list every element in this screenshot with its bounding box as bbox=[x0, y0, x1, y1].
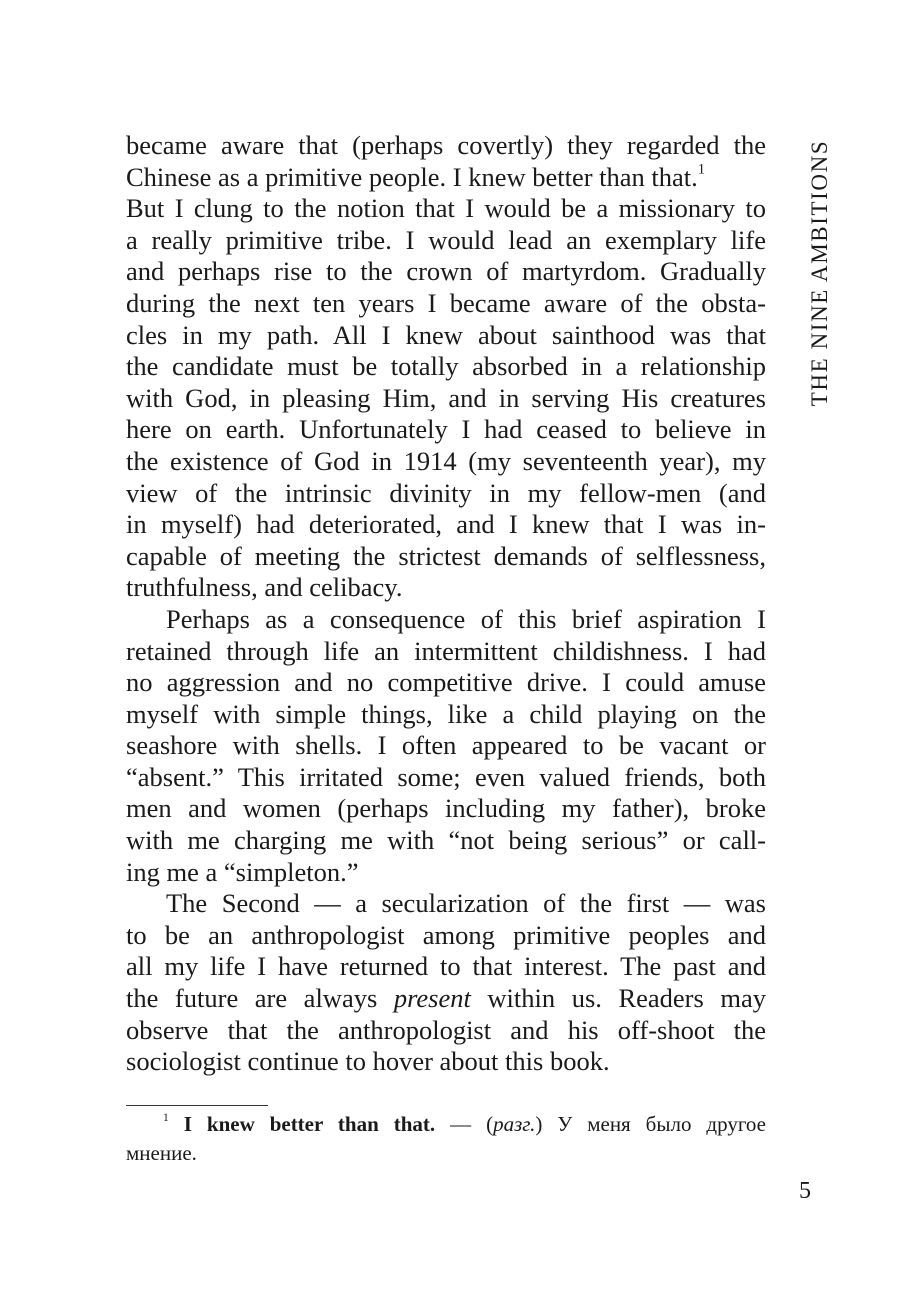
text-segment: within us. Readers may bbox=[487, 983, 766, 1014]
text-line: all my life I have returned to that interest. The past and bbox=[126, 951, 766, 982]
footnote-term: I knew better than that. bbox=[183, 1112, 436, 1136]
text-line: the existence of God in 1914 (my seventeenth year), my bbox=[126, 445, 766, 476]
text-line: “absent.” This irritated some; even valued friends, both bbox=[126, 761, 766, 792]
text-line: sociologist continue to hover about this book. bbox=[126, 1046, 610, 1077]
text-line: no aggression and no competitive drive. I could amuse bbox=[126, 667, 766, 698]
running-head bbox=[807, 130, 833, 415]
text-line: the candidate must be totally absorbed in a relationship bbox=[126, 351, 766, 382]
text-line: observe that the anthropologist and his off-shoot the bbox=[126, 1014, 766, 1045]
text-line: to be an anthropologist among primitive peoples and bbox=[126, 919, 766, 950]
footnote-line: мнение. bbox=[126, 1141, 197, 1165]
text-line-content: Chinese as a primitive people. I knew better than that. bbox=[126, 161, 698, 192]
text-line: in myself) had deteriorated, and I knew that I was in- bbox=[126, 509, 766, 540]
text-line: men and women (perhaps including my father), broke bbox=[126, 793, 766, 824]
text-line: truthfulness, and celibacy. bbox=[126, 572, 403, 603]
text-line: here on earth. Unfortunately I had ceased to believe in bbox=[126, 414, 766, 445]
running-head-text: THE NINE AMBITIONS bbox=[807, 139, 832, 406]
text-segment: the future are always bbox=[126, 983, 378, 1014]
text-line: ing me a “simpleton.” bbox=[126, 856, 359, 887]
text-line: capable of meeting the strictest demands of selflessness, bbox=[126, 540, 766, 571]
text-line: with God, in pleasing Him, and in serving His creatures bbox=[126, 382, 766, 413]
text-line: cles in my path. All I knew about sainthood was that bbox=[126, 319, 766, 350]
footnote-number: 1 bbox=[163, 1112, 169, 1125]
text-line: and perhaps rise to the crown of martyrdom. Gradually bbox=[126, 256, 766, 287]
footnote-label: разг. bbox=[493, 1112, 536, 1136]
paragraph-start: Perhaps as a consequence of this brief aspiration I bbox=[166, 603, 766, 634]
text-line: became aware that (perhaps covertly) they regarded the bbox=[126, 130, 766, 160]
text-line: myself with simple things, like a child playing on the bbox=[126, 698, 766, 729]
paragraph-start: The Second — a secularization of the first — was bbox=[166, 888, 766, 919]
text-line: view of the intrinsic divinity in my fellow-men (and bbox=[126, 477, 766, 508]
text-line bbox=[126, 162, 766, 194]
body-text bbox=[126, 130, 766, 1078]
footnote-marker[interactable]: 1 bbox=[697, 161, 706, 178]
text-line: during the next ten years I became aware of the obsta- bbox=[126, 287, 766, 318]
text-line: with me charging me with “not being serious” or call- bbox=[126, 825, 766, 856]
page-number: 5 bbox=[799, 1178, 811, 1204]
footnote-dash: — ( bbox=[435, 1112, 494, 1136]
footnote-rule bbox=[126, 1105, 268, 1106]
footnote bbox=[126, 1110, 766, 1168]
text-line: seashore with shells. I often appeared to be vacant or bbox=[126, 730, 766, 761]
text-line: a really primitive tribe. I would lead an exemplary life bbox=[126, 224, 766, 255]
text-line bbox=[126, 983, 766, 1015]
footnote-translation: ) У меня было другое bbox=[535, 1112, 766, 1136]
text-line: retained through life an intermittent childishness. I had bbox=[126, 635, 766, 666]
emphasis: present bbox=[393, 983, 471, 1014]
footnote-line bbox=[126, 1110, 766, 1139]
text-line: But I clung to the notion that I would be a missionary to bbox=[126, 193, 766, 224]
